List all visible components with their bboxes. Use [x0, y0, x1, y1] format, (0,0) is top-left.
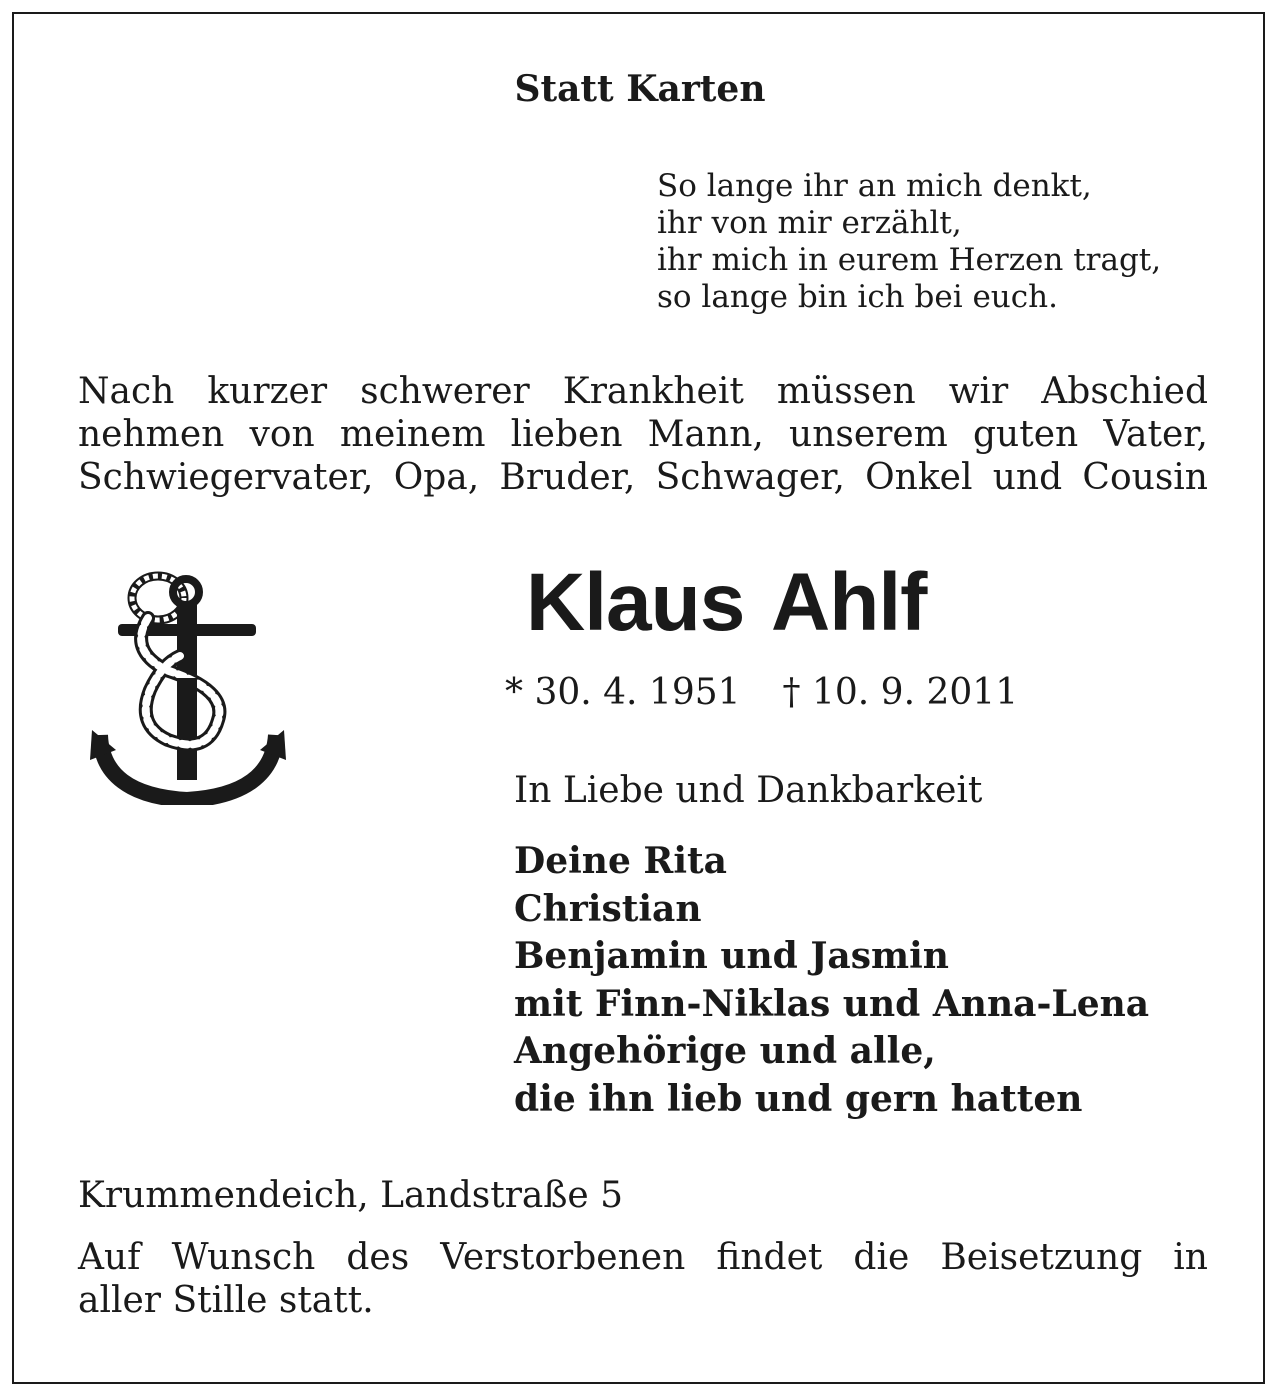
poem-line: ihr mich in eurem Herzen tragt, — [657, 242, 1162, 278]
address: Krummendeich, Landstraße 5 — [78, 1175, 624, 1216]
notice-line: Auf Wunsch des Verstorbenen findet die Beisetzung in — [78, 1237, 1208, 1278]
closing-phrase: In Liebe und Dankbarkeit — [514, 770, 983, 811]
life-dates — [505, 672, 1018, 713]
notice-line: aller Stille statt. — [78, 1280, 374, 1321]
signers-list — [514, 838, 1149, 1123]
signer-line: mit Finn-Niklas und Anna-Lena — [514, 982, 1150, 1025]
signer-line: Christian — [514, 887, 702, 930]
poem — [657, 168, 1161, 316]
intro-line: Nach kurzer schwerer Krankheit müssen wir Abschied — [78, 371, 1208, 412]
poem-line: ihr von mir erzählt, — [657, 205, 962, 241]
poem-line: so lange bin ich bei euch. — [657, 279, 1058, 315]
anchor-with-rope-icon — [88, 560, 288, 805]
signer-line: Deine Rita — [514, 840, 727, 882]
poem-line: So lange ihr an mich denkt, — [657, 168, 1092, 204]
intro-line: Schwiegervater, Opa, Bruder, Schwager, Onkel und Cousin — [78, 457, 1208, 498]
header-statt-karten: Statt Karten — [514, 68, 766, 110]
signer-line: Benjamin und Jasmin — [514, 935, 949, 977]
deceased-name: Klaus Ahlf — [526, 557, 927, 648]
signer-line: die ihn lieb und gern hatten — [514, 1077, 1083, 1120]
intro-text — [78, 370, 1208, 499]
signer-line: Angehörige und alle, — [514, 1030, 936, 1072]
death-date: † 10. 9. 2011 — [782, 672, 1019, 713]
birth-date: * 30. 4. 1951 — [505, 672, 741, 713]
intro-line: nehmen von meinem lieben Mann, unserem guten Vater, — [78, 414, 1208, 455]
burial-notice — [78, 1236, 1208, 1322]
